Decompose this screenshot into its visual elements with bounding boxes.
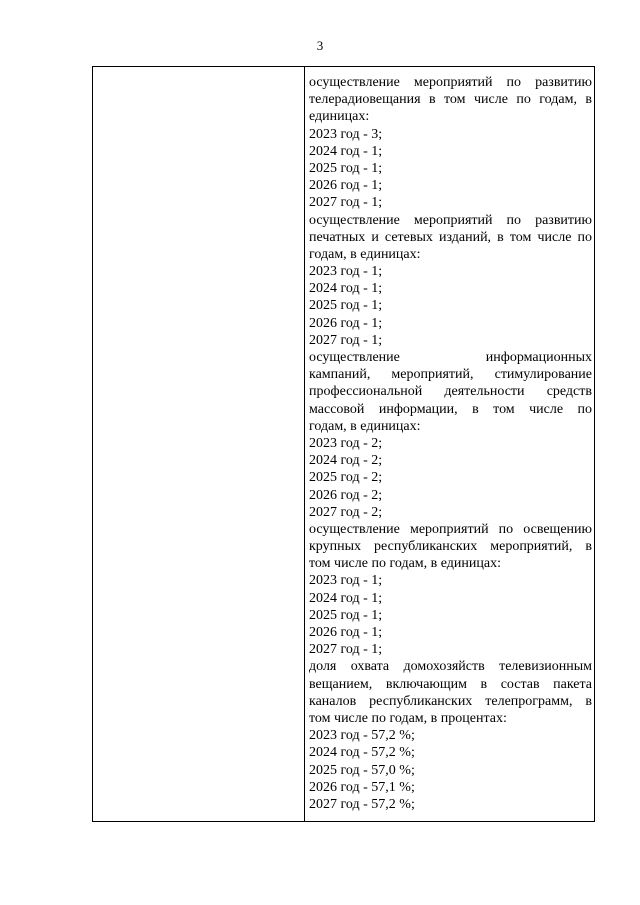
text-line: 2026 год - 1; [309, 625, 383, 640]
text-line: 2024 год - 1; [309, 143, 383, 159]
text-line: 2026 год - 2; [309, 487, 383, 503]
text-line: осуществление мероприятий по развитию [309, 75, 592, 90]
text-line: осуществление информационных [309, 350, 592, 365]
text-line: 2025 год - 1; [309, 607, 383, 623]
text-line: 2027 год - 1; [309, 642, 383, 658]
text-line: 2027 год - 57,2 %; [309, 796, 415, 812]
text-line: 2027 год - 1; [309, 195, 383, 211]
text-line: 2023 год - 3; [309, 126, 383, 142]
text-line: 2027 год - 2; [309, 504, 383, 520]
text-line: том числе по годам, в единицах: [309, 556, 501, 572]
text-line: кампаний, мероприятий, стимулирование [309, 367, 592, 383]
text-line: 2023 год - 57,2 %; [309, 728, 415, 744]
text-line: каналов республиканских телепрограмм, в [309, 693, 592, 709]
text-line: 2024 год - 57,2 %; [309, 745, 415, 761]
table-right-cell [305, 67, 594, 821]
text-line: 2025 год - 2; [309, 470, 383, 486]
text-line: доля охвата домохозяйств телевизионным [309, 659, 592, 675]
text-line: печатных и сетевых изданий, в том числе по [309, 229, 592, 245]
text-line: годам, в единицах: [309, 418, 421, 434]
text-line: телерадиовещания в том числе по годам, в [309, 92, 592, 108]
text-line: 2025 год - 1; [309, 160, 383, 176]
text-line: 2023 год - 2; [309, 435, 383, 451]
text-line: 2025 год - 1; [309, 298, 383, 314]
text-line: том числе по годам, в процентах: [309, 710, 507, 726]
text-line: 2024 год - 1; [309, 590, 383, 606]
table-left-cell [93, 67, 305, 821]
text-line: 2026 год - 1; [309, 315, 383, 331]
text-line: 2025 год - 57,0 %; [309, 762, 415, 778]
text-line: 2023 год - 1; [309, 264, 383, 280]
document-table [92, 66, 595, 822]
text-line: 2023 год - 1; [309, 573, 383, 589]
text-line: 2027 год - 1; [309, 332, 383, 348]
text-line: вещанием, включающим в состав пакета [309, 676, 592, 692]
text-line: осуществление мероприятий по развитию [309, 212, 592, 228]
text-line: 2024 год - 2; [309, 453, 383, 469]
text-line: крупных республиканских мероприятий, в [309, 539, 592, 555]
text-line: годам, в единицах: [309, 246, 421, 262]
text-line: массовой информации, в том числе по [309, 401, 592, 417]
text-line: 2026 год - 1; [309, 178, 383, 194]
text-line: 2024 год - 1; [309, 281, 383, 297]
text-line: единицах: [309, 109, 370, 125]
text-line: 2026 год - 57,1 %; [309, 779, 415, 795]
text-line: осуществление мероприятий по освещению [309, 521, 592, 537]
text-line: профессиональной деятельности средств [309, 384, 592, 400]
page-number: 3 [316, 38, 324, 53]
